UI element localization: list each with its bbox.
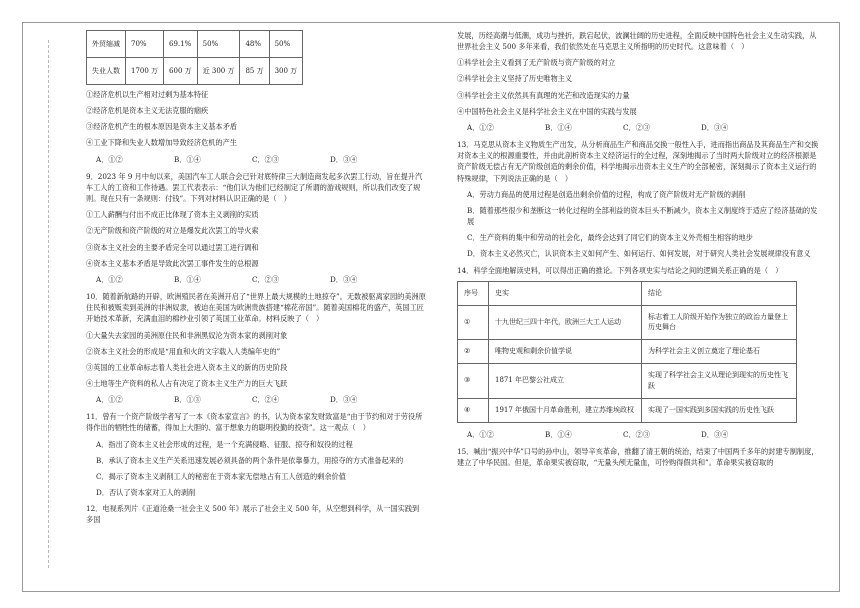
question-10-stem: 10．随着新航路的开辟，欧洲殖民者在美洲开启了“世界上最大规模的土地掠夺”。无数被驱离家园的美洲原住民和被贩卖到美洲的非洲奴隶，被迫在美国为欧洲贵族搭建“棉花帝国”。随着美国棉花的盛产，英国工匠开始技术革新，充满血泪的棉纱业引领了英国工业革命。材料反映了（ ） [86,292,426,324]
statement: ④资本主义基本矛盾是导致此次罢工事件发生的总根源 [86,258,259,268]
table-row: ③ 1871 年巴黎公社成立 实现了科学社会主义从理论到现实的历史性飞跃 [458,364,797,399]
question-12-stem: 12．电视系列片《正道沧桑一社会主义 500 年》展示了社会主义 500 年，从空想到科学，从一国实践到多国 [86,504,420,525]
statement: ④工业下降和失业人数增加导致经济危机的产生 [86,138,237,148]
history-table [457,281,797,423]
option: C．揭示了资本主义剥削工人的秘密在于资本家无偿地占有工人创造的剩余价值 [96,471,346,481]
statement: ②经济危机是资本主义无法克服的痼疾 [86,106,209,116]
answer-choices: A．①② B．①④ C．②③ D．③④ [467,429,729,439]
binding-line [48,40,49,568]
statement: ③科学社会主义依然具有真理的光芒和改造现实的力量 [457,90,630,100]
question-12-continued: 发展，历经高潮与低潮，成功与挫折，跌宕起伏，波澜壮阔的历史进程，全面反映中国特色社会主义生动实践，从世界社会主义 500 多年来看，我们依然处在马克思主义所指明的历史时代。这意味着（ ） [457,31,817,52]
statement: ②无产阶级和资产阶级的对立是爆发此次罢工的导火索 [86,226,259,236]
option: A．指出了资本主义社会形成的过程，是一个充满侵略、征服、掠夺和奴役的过程 [96,439,353,449]
statement: ②资本主义社会的形成是“用血和火的文字载入人类编年史的” [86,346,281,356]
left-column [86,30,426,531]
statement: ③英国的工业革命标志着人类社会进入资本主义的新的历史阶段 [86,362,288,372]
table-row: ① 十九世纪三四十年代，欧洲三大工人运动 标志着工人阶级开始作为独立的政治力量登上历史舞台 [458,305,797,340]
statement: ①科学社会主义看到了无产阶级与资产阶级的对立 [457,58,616,68]
table-row: 外贸缩减 70% 69.1% 50% 48% 50% [87,31,303,58]
right-column [457,30,819,473]
statement: ③经济危机产生的根本原因是资本主义基本矛盾 [86,122,237,132]
statement: ①工人薪酬与付出不成正比体现了资本主义剥削的实质 [86,210,259,220]
answer-choices: A．①② B．①④ C．②③ D．③④ [96,274,358,284]
option: A．劳动力商品的使用过程是创造出剩余价值的过程，构成了资产阶级对无产阶级的剥削 [467,189,746,199]
question-13-stem: 13．马克思从资本主义物质生产出发，从分析商品生产和商品交换一般性入手，进而指出商品及其商品生产和交换对资本主义的根源重要性，并由此剖析资本主义经济运行的全过程，深刻地揭示了当时两大阶级对立的经济根源是资产阶级无偿占有无产阶级创造的剩余价值，科学地揭示出资本主义生产的全部秘密，深刻揭示了资本主义运行的特殊规律，下列说法正确的是（ ） [457,140,819,183]
answer-choices: A．①② B．①④ C．②③ D．③④ [467,122,729,132]
table-row: 失业人数 1700 万 600 万 近 300 万 85 万 300 万 [87,58,303,85]
table-row: ④ 1917 年俄国十月革命胜利，建立苏维埃政权 实现了一国实践到多国实践的历史性飞跃 [458,398,797,422]
answer-choices: A．①② B．①③ C．②④ D．③④ [96,395,358,405]
table-row: ② 唯物史观和剩余价值学说 为科学社会主义创立奠定了理论基石 [458,340,797,364]
table-header-row: 序号 史实 结论 [458,281,797,305]
question-15-stem: 15．喊出“振兴中华”口号的孙中山，领导辛亥革命，推翻了清王朝的统治，结束了中国两千多年的封建专制制度，建立了中华民国。但是，革命果实被窃取，“无量头颅无量血，可怜购得假共和”。革命果实被窃取的 [457,446,819,467]
option: D．否认了资本家对工人的剥削 [96,488,196,498]
statement: ④中国特色社会主义是科学社会主义在中国的实践与发展 [457,106,637,116]
option: C．生产资料的集中和劳动的社会化，最终会达到了同它们的资本主义外壳相生相容的地步 [467,233,753,243]
question-9-stem: 9．2023 年 9 月中旬以来，美国汽车工人联合会已针对底特律三大制造商发起多次罢工行动，旨在提升汽车工人的工资和工作待遇。罢工代表表示：“他们认为他们已经制定了所谓的游戏规则，所以我们改变了规则。现在只有一条规则：付钱”。下列对材料认识正确的是（ ） [86,171,423,204]
option: B．随着那些很少和垄断这一转化过程的全部利益的资本巨头不断减少，资本主义制度终于适应了经济基础的发展 [467,205,818,227]
statement: ③资本主义社会的主要矛盾完全可以通过罢工进行调和 [86,242,259,252]
answer-choices: A．①② B．①④ C．②③ D．③④ [96,154,358,164]
question-14-stem: 14．科学全面地解读史料，可以得出正确的推论。下列各项史实与结论之间的逻辑关系正确的是（ ） [457,265,783,275]
statement: ①大量失去家园的美洲原住民和非洲黑奴沦为资本家的剥削对象 [86,330,288,340]
option: D．资本主义必然灭亡，认识资本主义如何产生、如何运行、如何发展，对于研究人类社会发展规律没有意义 [467,249,811,259]
statement: ④土地等生产资料的私人占有决定了资本主义生产力的巨大飞跃 [86,378,288,388]
statement: ②科学社会主义坚持了历史唯物主义 [457,74,573,84]
option: B．承认了资本主义生产关系迅速发展必须具备的两个条件是依靠暴力，用掠夺的方式准备起来的 [96,455,404,465]
question-11-stem: 11．曾有一个资产阶级学者写了一本《资本家宣言》的书，认为资本家发财致富是“由于节约和对于劳役所得作出的牺牲性的储蓄，得加上大胆的、富于想象力的聪明投勤的投资”。这一观点（ ） [86,412,423,433]
statement: ①经济危机以生产相对过剩为基本特征 [86,90,209,99]
crisis-data-table [86,30,303,85]
